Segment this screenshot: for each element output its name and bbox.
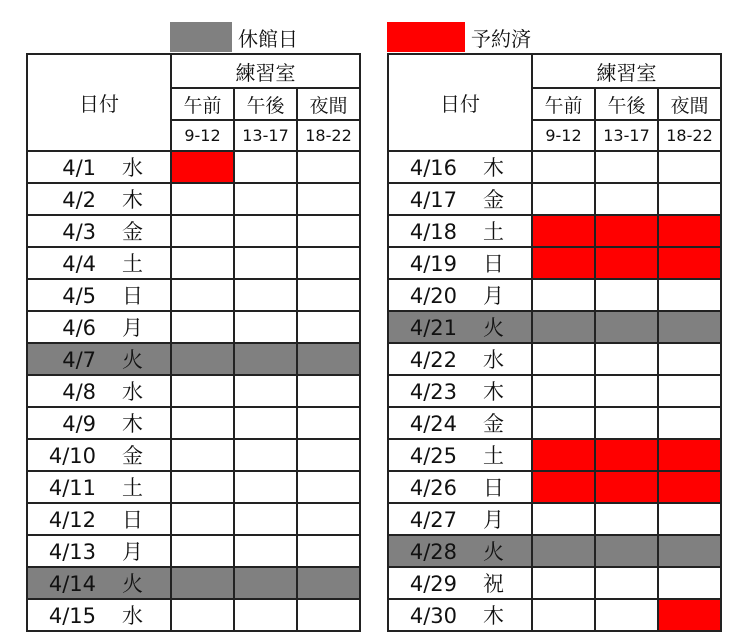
slot-cell-night[interactable]	[658, 151, 721, 183]
time-header-night: 18-22	[297, 120, 360, 151]
weekday-label: 日	[483, 252, 504, 276]
slot-cell-night[interactable]	[658, 215, 721, 247]
slot-cell-afternoon[interactable]	[234, 439, 297, 471]
day-row	[388, 215, 721, 247]
weekday-label: 土	[483, 220, 504, 244]
booked-swatch	[387, 22, 465, 52]
weekday-label: 日	[483, 476, 504, 500]
slot-cell-afternoon[interactable]	[595, 503, 658, 535]
slot-cell-afternoon[interactable]	[595, 471, 658, 503]
day-row	[27, 311, 360, 343]
weekday-label: 水	[122, 604, 143, 628]
weekday-label: 水	[122, 156, 143, 180]
weekday-label: 月	[483, 508, 504, 532]
slot-cell-morning[interactable]	[532, 503, 595, 535]
weekday-label: 月	[122, 540, 143, 564]
slot-cell-afternoon[interactable]	[234, 311, 297, 343]
date-cell	[27, 503, 171, 535]
legend-booked	[387, 22, 531, 52]
slot-cell-night[interactable]	[658, 311, 721, 343]
slot-cell-night[interactable]	[297, 407, 360, 439]
slot-cell-night[interactable]	[658, 567, 721, 599]
slot-cell-afternoon[interactable]	[595, 599, 658, 631]
slot-cell-afternoon[interactable]	[234, 375, 297, 407]
slot-header-night: 夜間	[658, 88, 721, 120]
weekday-label: 木	[483, 380, 504, 404]
slot-cell-morning[interactable]	[171, 343, 234, 375]
date-label: 4/6	[62, 316, 96, 340]
time-header-night: 18-22	[658, 120, 721, 151]
slot-header-morning: 午前	[171, 88, 234, 120]
day-row	[27, 375, 360, 407]
date-cell	[27, 439, 171, 471]
slot-cell-night[interactable]	[658, 375, 721, 407]
room-header: 練習室	[171, 54, 360, 88]
slot-cell-morning[interactable]	[532, 247, 595, 279]
slot-cell-afternoon[interactable]	[595, 279, 658, 311]
slot-cell-afternoon[interactable]	[234, 407, 297, 439]
slot-cell-afternoon[interactable]	[234, 151, 297, 183]
slot-cell-morning[interactable]	[171, 151, 234, 183]
weekday-label: 木	[122, 412, 143, 436]
slot-cell-night[interactable]	[658, 343, 721, 375]
slot-cell-afternoon[interactable]	[595, 311, 658, 343]
slot-cell-night[interactable]	[297, 471, 360, 503]
slot-cell-morning[interactable]	[171, 375, 234, 407]
date-cell	[388, 343, 532, 375]
date-cell	[388, 407, 532, 439]
weekday-label: 金	[122, 444, 143, 468]
date-header: 日付	[388, 54, 532, 151]
weekday-label: 木	[483, 156, 504, 180]
date-cell	[388, 215, 532, 247]
day-row	[388, 535, 721, 567]
date-label: 4/26	[409, 476, 457, 500]
slot-cell-morning[interactable]	[171, 279, 234, 311]
day-row	[388, 151, 721, 183]
right-table-body	[388, 151, 721, 631]
slot-cell-afternoon[interactable]	[595, 439, 658, 471]
date-label: 4/15	[48, 604, 96, 628]
slot-cell-morning[interactable]	[532, 567, 595, 599]
day-row	[388, 471, 721, 503]
slot-cell-afternoon[interactable]	[234, 279, 297, 311]
weekday-label: 火	[122, 348, 143, 372]
slot-cell-night[interactable]	[297, 535, 360, 567]
date-cell	[388, 183, 532, 215]
weekday-label: 日	[122, 284, 143, 308]
date-label: 4/30	[409, 604, 457, 628]
slot-cell-night[interactable]	[658, 535, 721, 567]
slot-cell-morning[interactable]	[171, 599, 234, 631]
slot-cell-night[interactable]	[658, 471, 721, 503]
day-row	[27, 535, 360, 567]
date-cell	[27, 183, 171, 215]
weekday-label: 月	[483, 284, 504, 308]
date-label: 4/16	[409, 156, 457, 180]
date-label: 4/21	[409, 316, 457, 340]
day-row	[388, 343, 721, 375]
weekday-label: 水	[122, 380, 143, 404]
date-header: 日付	[27, 54, 171, 151]
weekday-label: 火	[483, 540, 504, 564]
schedule-table-right	[387, 53, 722, 632]
slot-cell-night[interactable]	[658, 503, 721, 535]
date-cell	[388, 247, 532, 279]
date-cell	[388, 279, 532, 311]
date-label: 4/1	[62, 156, 96, 180]
slot-cell-afternoon[interactable]	[595, 407, 658, 439]
date-label: 4/8	[62, 380, 96, 404]
weekday-label: 土	[483, 444, 504, 468]
weekday-label: 火	[122, 572, 143, 596]
slot-cell-night[interactable]	[658, 247, 721, 279]
slot-cell-morning[interactable]	[532, 151, 595, 183]
slot-cell-afternoon[interactable]	[595, 567, 658, 599]
slot-cell-afternoon[interactable]	[234, 535, 297, 567]
slot-cell-morning[interactable]	[532, 375, 595, 407]
slot-cell-morning[interactable]	[532, 343, 595, 375]
date-label: 4/3	[62, 220, 96, 244]
date-cell	[388, 535, 532, 567]
date-cell	[27, 215, 171, 247]
slot-cell-morning[interactable]	[532, 183, 595, 215]
date-cell	[27, 599, 171, 631]
date-cell	[27, 471, 171, 503]
legend-closed	[170, 22, 298, 52]
date-cell	[388, 471, 532, 503]
weekday-label: 水	[483, 348, 504, 372]
slot-header-night: 夜間	[297, 88, 360, 120]
slot-cell-night[interactable]	[297, 311, 360, 343]
slot-cell-afternoon[interactable]	[234, 471, 297, 503]
slot-cell-morning[interactable]	[532, 535, 595, 567]
date-label: 4/7	[62, 348, 96, 372]
slot-cell-night[interactable]	[658, 439, 721, 471]
slot-cell-night[interactable]	[297, 247, 360, 279]
day-row	[27, 183, 360, 215]
slot-cell-night[interactable]	[297, 343, 360, 375]
slot-cell-night[interactable]	[658, 599, 721, 631]
date-label: 4/10	[48, 444, 96, 468]
slot-cell-morning[interactable]	[171, 439, 234, 471]
slot-cell-afternoon[interactable]	[595, 151, 658, 183]
slot-cell-night[interactable]	[297, 279, 360, 311]
day-row	[388, 247, 721, 279]
day-row	[27, 247, 360, 279]
day-row	[27, 343, 360, 375]
day-row	[27, 439, 360, 471]
weekday-label: 土	[122, 252, 143, 276]
slot-cell-night[interactable]	[658, 279, 721, 311]
left-table-body	[27, 151, 360, 631]
day-row	[388, 375, 721, 407]
date-cell	[388, 375, 532, 407]
slot-cell-night[interactable]	[297, 375, 360, 407]
day-row	[388, 599, 721, 631]
weekday-label: 木	[122, 188, 143, 212]
slot-cell-morning[interactable]	[532, 439, 595, 471]
slot-cell-night[interactable]	[658, 183, 721, 215]
day-row	[388, 311, 721, 343]
slot-cell-afternoon[interactable]	[595, 215, 658, 247]
slot-cell-night[interactable]	[658, 407, 721, 439]
slot-cell-morning[interactable]	[171, 567, 234, 599]
date-cell	[27, 375, 171, 407]
time-header-morning: 9-12	[171, 120, 234, 151]
date-label: 4/17	[409, 188, 457, 212]
time-header-afternoon: 13-17	[595, 120, 658, 151]
slot-cell-morning[interactable]	[532, 471, 595, 503]
weekday-label: 金	[483, 412, 504, 436]
day-row	[27, 503, 360, 535]
slot-cell-morning[interactable]	[171, 535, 234, 567]
slot-cell-morning[interactable]	[171, 215, 234, 247]
slot-cell-night[interactable]	[297, 183, 360, 215]
time-header-morning: 9-12	[532, 120, 595, 151]
day-row	[388, 503, 721, 535]
date-label: 4/2	[62, 188, 96, 212]
slot-cell-afternoon[interactable]	[595, 183, 658, 215]
date-cell	[388, 439, 532, 471]
date-label: 4/23	[409, 380, 457, 404]
date-cell	[27, 535, 171, 567]
day-row	[388, 439, 721, 471]
date-cell	[27, 567, 171, 599]
date-label: 4/24	[409, 412, 457, 436]
slot-cell-morning[interactable]	[171, 503, 234, 535]
slot-cell-night[interactable]	[297, 215, 360, 247]
slot-cell-afternoon[interactable]	[234, 599, 297, 631]
slot-cell-afternoon[interactable]	[234, 215, 297, 247]
date-cell	[388, 599, 532, 631]
slot-cell-afternoon[interactable]	[595, 343, 658, 375]
slot-cell-afternoon[interactable]	[234, 247, 297, 279]
day-row	[27, 215, 360, 247]
date-cell	[27, 247, 171, 279]
date-label: 4/12	[48, 508, 96, 532]
day-row	[27, 471, 360, 503]
slot-cell-afternoon[interactable]	[595, 375, 658, 407]
date-label: 4/18	[409, 220, 457, 244]
date-cell	[27, 151, 171, 183]
slot-cell-afternoon[interactable]	[234, 503, 297, 535]
slot-cell-morning[interactable]	[171, 247, 234, 279]
slot-cell-morning[interactable]	[171, 183, 234, 215]
schedule-table-left	[26, 53, 361, 632]
slot-cell-afternoon[interactable]	[234, 183, 297, 215]
date-cell	[27, 279, 171, 311]
day-row	[388, 407, 721, 439]
slot-header-afternoon: 午後	[234, 88, 297, 120]
date-label: 4/19	[409, 252, 457, 276]
slot-cell-morning[interactable]	[532, 215, 595, 247]
date-label: 4/25	[409, 444, 457, 468]
slot-cell-morning[interactable]	[171, 471, 234, 503]
weekday-label: 火	[483, 316, 504, 340]
weekday-label: 日	[122, 508, 143, 532]
weekday-label: 木	[483, 604, 504, 628]
slot-cell-morning[interactable]	[171, 311, 234, 343]
room-header: 練習室	[532, 54, 721, 88]
date-cell	[27, 407, 171, 439]
slot-cell-morning[interactable]	[532, 407, 595, 439]
slot-cell-night[interactable]	[297, 567, 360, 599]
weekday-label: 金	[483, 188, 504, 212]
booked-legend-label: 予約済	[471, 26, 531, 51]
weekday-label: 祝	[483, 572, 504, 596]
slot-cell-afternoon[interactable]	[234, 343, 297, 375]
slot-cell-night[interactable]	[297, 599, 360, 631]
date-label: 4/22	[409, 348, 457, 372]
slot-cell-morning[interactable]	[532, 311, 595, 343]
slot-cell-night[interactable]	[297, 151, 360, 183]
day-row	[27, 151, 360, 183]
day-row	[27, 279, 360, 311]
date-label: 4/5	[62, 284, 96, 308]
weekday-label: 金	[122, 220, 143, 244]
time-header-afternoon: 13-17	[234, 120, 297, 151]
slot-header-morning: 午前	[532, 88, 595, 120]
date-label: 4/9	[62, 412, 96, 436]
weekday-label: 土	[122, 476, 143, 500]
day-row	[27, 407, 360, 439]
date-cell	[27, 311, 171, 343]
date-label: 4/14	[48, 572, 96, 596]
date-label: 4/4	[62, 252, 96, 276]
day-row	[27, 599, 360, 631]
day-row	[27, 567, 360, 599]
day-row	[388, 279, 721, 311]
closed-swatch	[170, 22, 232, 52]
slot-cell-morning[interactable]	[532, 599, 595, 631]
date-cell	[388, 151, 532, 183]
slot-header-afternoon: 午後	[595, 88, 658, 120]
date-cell	[388, 311, 532, 343]
slot-cell-afternoon[interactable]	[595, 535, 658, 567]
weekday-label: 月	[122, 316, 143, 340]
date-label: 4/27	[409, 508, 457, 532]
date-cell	[388, 503, 532, 535]
date-label: 4/28	[409, 540, 457, 564]
date-cell	[27, 343, 171, 375]
closed-legend-label: 休館日	[238, 26, 298, 51]
slot-cell-afternoon[interactable]	[234, 567, 297, 599]
slot-cell-afternoon[interactable]	[595, 247, 658, 279]
slot-cell-night[interactable]	[297, 439, 360, 471]
slot-cell-morning[interactable]	[171, 407, 234, 439]
date-label: 4/11	[48, 476, 96, 500]
date-label: 4/20	[409, 284, 457, 308]
date-cell	[388, 567, 532, 599]
date-label: 4/13	[48, 540, 96, 564]
day-row	[388, 567, 721, 599]
slot-cell-morning[interactable]	[532, 279, 595, 311]
slot-cell-night[interactable]	[297, 503, 360, 535]
day-row	[388, 183, 721, 215]
date-label: 4/29	[409, 572, 457, 596]
